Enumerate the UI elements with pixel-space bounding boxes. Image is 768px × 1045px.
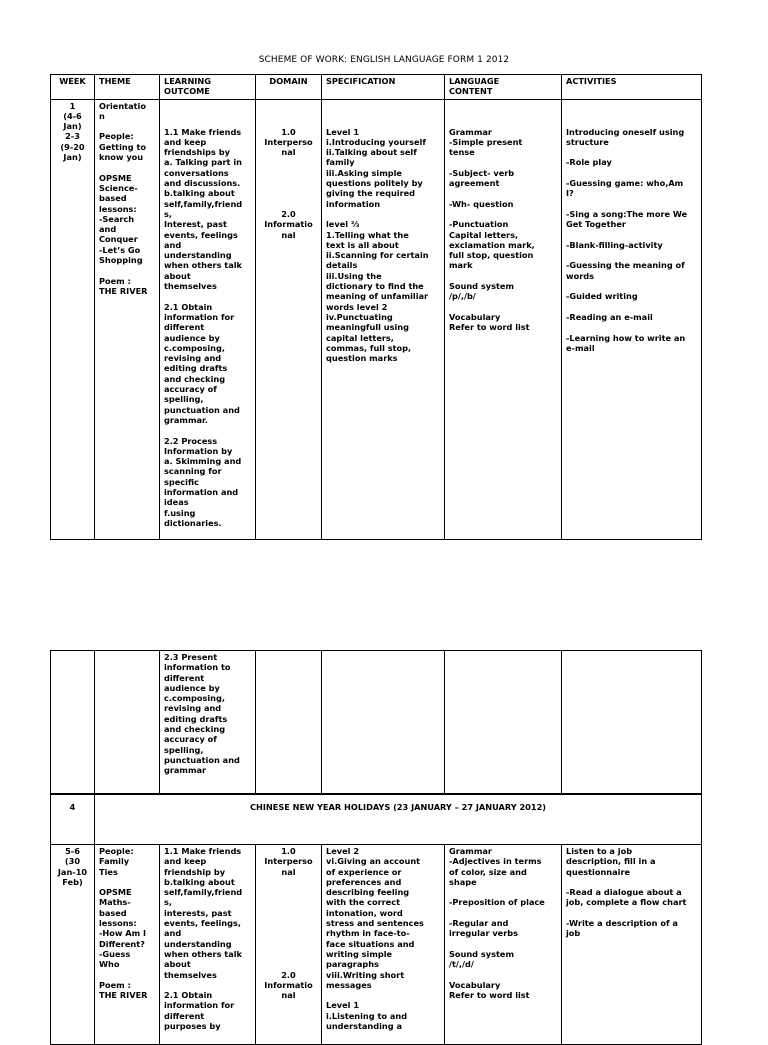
language-content-cell xyxy=(445,651,562,794)
table-row xyxy=(51,99,702,539)
specification-cell: Level 1 i.Introducing yourself ii.Talking about self family iii.Asking simple questions politely by giving the required information level ⅔ 1.Telling what the text is all about ii.Scanning for certain details iii.Using the dictionary to find the meaning of unfamiliar words level 2 iv.Punctuating meaningfull using capital letters, commas, full stop, question marks xyxy=(322,99,445,539)
domain-cell: 1.0 Interperso nal 2.0 Informatio nal xyxy=(256,845,322,1045)
holiday-row xyxy=(51,795,702,845)
week-cell xyxy=(51,651,95,794)
domain-cell: 1.0 Interperso nal 2.0 Informatio nal xyxy=(256,99,322,539)
holiday-label: CHINESE NEW YEAR HOLIDAYS (23 JANUARY – 27 JANUARY 2012) xyxy=(95,795,702,845)
domain-cell xyxy=(256,651,322,794)
theme-cell xyxy=(95,651,160,794)
header-specification: SPECIFICATION xyxy=(322,75,445,100)
learning-outcome-cell: 2.3 Present information to different audience by c.composing, revising and editing drafts and checking accuracy of spelling, punctuation and grammar xyxy=(160,651,256,794)
week-cell: 5-6 (30 Jan-10 Feb) xyxy=(51,845,95,1045)
scheme-table-weeks-4-6 xyxy=(50,794,702,1045)
learning-outcome-cell: 1.1 Make friends and keep friendships by a. Talking part in conversations and discussions. b.talking about self,family,friend s, Interest, past events, feelings and understanding when others talk about themselves 2.1 Obtain information for different audience by c.composing, revising and editing drafts and checking accuracy of spelling, punctuation and grammar. 2.2 Process Information by a. Skimming and scanning for specific information and ideas f.using dictionaries. xyxy=(160,99,256,539)
table-row xyxy=(51,651,702,794)
header-domain: DOMAIN xyxy=(256,75,322,100)
table-header-row xyxy=(51,75,702,100)
specification-cell: Level 2 vi.Giving an account of experience or preferences and describing feeling with the correct intonation, word stress and sentences rhythm in face-to- face situations and writing simple paragraphs viii.Writing short messages Level 1 i.Listening to and understanding a xyxy=(322,845,445,1045)
specification-cell xyxy=(322,651,445,794)
learning-outcome-cell: 1.1 Make friends and keep friendship by b.talking about self,family,friend s, interests, past events, feelings, and understanding when others talk about themselves 2.1 Obtain information for different purposes by xyxy=(160,845,256,1045)
activities-cell: Introducing oneself using structure -Role play -Guessing game: who,Am I? -Sing a song:The more We Get Together -Blank-filling-activity -Guessing the meaning of words -Guided writing -Reading an e-mail -Learning how to write an e-mail xyxy=(562,99,702,539)
document-title: SCHEME OF WORK: ENGLISH LANGUAGE FORM 1 2012 xyxy=(258,55,510,65)
header-learning-outcome: LEARNING OUTCOME xyxy=(160,75,256,100)
header-language-content: LANGUAGE CONTENT xyxy=(445,75,562,100)
scheme-table-page1 xyxy=(50,74,702,540)
scheme-table-continuation xyxy=(50,650,702,794)
table-row xyxy=(51,845,702,1045)
week-cell: 1 (4-6 Jan) 2-3 (9-20 Jan) xyxy=(51,99,95,539)
activities-cell xyxy=(562,651,702,794)
holiday-week-cell: 4 xyxy=(51,795,95,845)
language-content-cell: Grammar -Simple present tense -Subject- verb agreement -Wh- question -Punctuation Capital letters, exclamation mark, full stop, question mark Sound system /p/,/b/ Vocabulary Refer to word list xyxy=(445,99,562,539)
activities-cell: Listen to a job description, fill in a questionnaire -Read a dialogue about a job, complete a flow chart -Write a description of a job xyxy=(562,845,702,1045)
language-content-cell: Grammar -Adjectives in terms of color, size and shape -Preposition of place -Regular and irregular verbs Sound system /t/,/d/ Vocabulary Refer to word list xyxy=(445,845,562,1045)
theme-cell: People: Family Ties OPSME Maths- based lessons: -How Am I Different? -Guess Who Poem : THE RIVER xyxy=(95,845,160,1045)
theme-cell: Orientatio n People: Getting to know you OPSME Science- based lessons: -Search and Conquer -Let’s Go Shopping Poem : THE RIVER xyxy=(95,99,160,539)
header-week: WEEK xyxy=(51,75,95,100)
header-theme: THEME xyxy=(95,75,160,100)
header-activities: ACTIVITIES xyxy=(562,75,702,100)
